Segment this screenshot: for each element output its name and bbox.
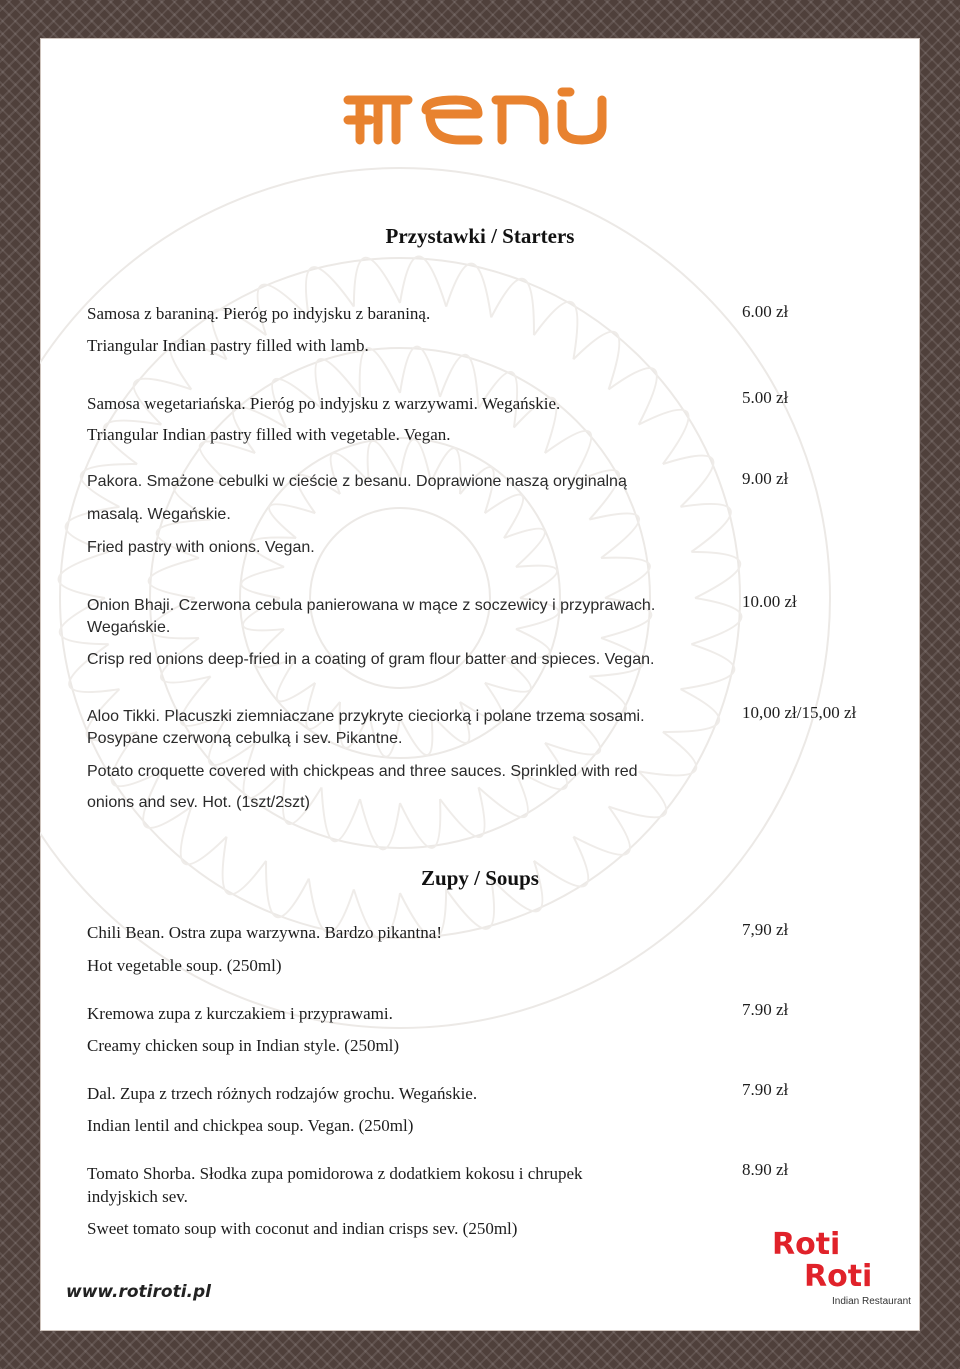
item-name-pl: Chili Bean. Ostra zupa warzywna. Bardzo pikantna! [87,923,442,942]
item-price: 5.00 zł [742,388,789,407]
item-name-pl: Kremowa zupa z kurczakiem i przyprawami. [87,1004,393,1023]
mandala-petal [400,799,440,848]
mandala-petal [663,456,714,507]
item-price: 7.90 zł [742,1000,789,1019]
item-price: 7.90 zł [742,1080,789,1099]
mandala-petal [639,410,689,464]
item-name-pl-cont: Wegańskie. [87,619,171,636]
item-name-pl-cont: indyjskich sev. [87,1187,188,1206]
menu-title-logo [338,74,618,154]
item-name-pl: Dal. Zupa z trzech różnych rodzajów grochu. Wegańskie. [87,1084,478,1103]
item-name-pl-cont: Posypane czerwoną cebulką i sev. Pikantne. [87,730,403,747]
mandala-petal [491,279,534,335]
mandala-petal [663,689,719,732]
brand-line-2: Roti [804,1259,873,1294]
mandala-petal [354,258,400,307]
item-desc-en: Creamy chicken soup in Indian style. (250ml) [87,1036,400,1055]
mandala-petal [516,566,557,598]
mandala-petal [601,558,650,598]
mandala-petal [485,495,523,538]
website-url-logo [64,1278,214,1304]
item-name-pl-cont: masalą. Wegańskie. [87,506,231,523]
mandala-petal [446,264,491,318]
mandala-petal [149,558,199,598]
item-price: 10,00 zł/15,00 zł [742,703,857,722]
brand-subtitle: Indian Restaurant [832,1296,911,1307]
mandala-petal [400,347,440,397]
item-name-pl: Aloo Tikki. Placuszki ziemniaczane przykryte cieciorką i polane trzema sosami. [87,708,645,725]
item-desc-en: Potato croquette covered with chickpeas and three sauces. Sprinkled with red [87,763,638,780]
mandala-petal [400,257,446,307]
mandala-petal [181,807,227,865]
mandala-petal [241,567,284,598]
mandala-petal [589,513,639,558]
mandala-petal [639,732,697,775]
mandala-petal [573,332,619,390]
item-name-pl: Samosa z baraniną. Pieróg po indyjsku z baraniną. [87,304,431,323]
mandala-petal [691,598,741,644]
mandala-petal [269,504,315,538]
mandala-petal [573,807,630,855]
mandala-petal [691,552,740,598]
mandala-petal [59,552,109,598]
item-desc-en: Triangular Indian pastry filled with lamb. [87,336,369,355]
mandala-petal [360,799,400,849]
mandala-petal [534,302,577,360]
item-desc-en: Sweet tomato soup with coconut and indian crisps sev. (250ml) [87,1219,518,1238]
brand-line-1: Roti [772,1227,841,1262]
item-price: 10.00 zł [742,592,797,611]
item-desc-en: Indian lentil and chickpea soup. Vegan. (250ml) [87,1116,414,1135]
section-title-starters: Przystawki / Starters [385,224,575,248]
item-desc-en: Crisp red onions deep-fried in a coating of gram flour batter and spieces. Vegan. [87,651,655,668]
menu-logo-text: MENU [476,152,480,153]
item-name-pl: Samosa wegetariańska. Pieróg po indyjsku z warzywami. Wegańskie. [87,394,561,413]
mandala-petal [609,368,657,425]
item-desc-en-cont: onions and sev. Hot. (1szt/2szt) [87,794,310,811]
menu-page [40,38,920,1331]
item-price: 9.00 zł [742,469,789,488]
mandala-petal [440,787,485,837]
item-price: 7,90 zł [742,920,789,939]
item-name-pl: Onion Bhaji. Czerwona cebula panierowana w mące z soczewicy i przyprawach. [87,597,656,614]
item-desc-en: Triangular Indian pastry filled with vegetable. Vegan. [87,425,451,444]
mandala-petal [681,504,731,552]
website-url: www.rotiroti.pl [66,1282,211,1302]
mandala-petal [322,787,360,841]
section-title-soups: Zupy / Soups [421,866,539,890]
mandala-petal [681,644,735,689]
item-name-pl: Pakora. Smażone cebulki w cieście z besanu. Doprawione naszą oryginalną [87,473,627,490]
item-name-pl: Tomato Shorba. Słodka zupa pomidorowa z dodatkiem kokosu i chrupek [87,1164,583,1183]
item-price: 6.00 zł [742,302,789,321]
item-price: 8.90 zł [742,1160,789,1179]
mandala-petal [504,529,545,567]
item-desc-en: Fried pastry with onions. Vegan. [87,539,315,556]
roti-roti-logo [768,1224,908,1294]
item-desc-en: Hot vegetable soup. (250ml) [87,956,282,975]
